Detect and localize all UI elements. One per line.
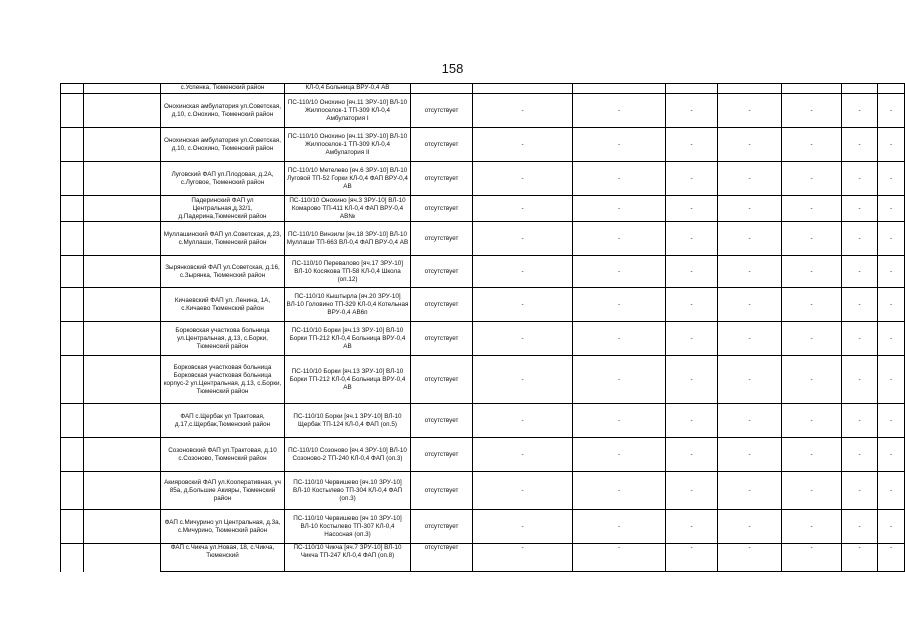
value-cell: -	[666, 256, 718, 288]
value-cell: -	[842, 510, 878, 544]
value-cell: -	[666, 544, 718, 572]
blank-cell	[84, 128, 161, 162]
supply-cell: ПС-110/10 Онохино [яч.11 ЗРУ-10] ВЛ-10 Жилпоселок-1 ТП-309 КЛ-0,4 Амбулатория I	[285, 94, 411, 128]
status-cell: отсутствует	[411, 356, 473, 404]
blank-cell	[84, 472, 161, 510]
value-cell	[666, 84, 718, 94]
value-cell: -	[718, 356, 782, 404]
value-cell: -	[782, 256, 842, 288]
status-cell: отсутствует	[411, 222, 473, 256]
value-cell: -	[666, 222, 718, 256]
status-cell: отсутствует	[411, 196, 473, 222]
value-cell	[718, 84, 782, 94]
value-cell: -	[666, 472, 718, 510]
value-cell: -	[878, 544, 905, 572]
value-cell	[782, 84, 842, 94]
value-cell: -	[782, 510, 842, 544]
value-cell: -	[878, 288, 905, 322]
value-cell: -	[666, 356, 718, 404]
value-cell: -	[573, 288, 666, 322]
row-number-cell	[61, 84, 84, 94]
value-cell: -	[718, 472, 782, 510]
blank-cell	[84, 438, 161, 472]
blank-cell	[84, 544, 161, 572]
status-cell: отсутствует	[411, 472, 473, 510]
status-cell: отсутствует	[411, 404, 473, 438]
value-cell: -	[473, 472, 573, 510]
value-cell: -	[782, 162, 842, 196]
value-cell: -	[878, 404, 905, 438]
value-cell: -	[473, 322, 573, 356]
value-cell: -	[473, 94, 573, 128]
row-number-cell	[61, 472, 84, 510]
site-cell: Созоновский ФАП ул.Трактовая, д.10 с.Созоново, Тюменский район	[161, 438, 285, 472]
supply-cell: ПС-110/10 Борки [яч.13 ЗРУ-10] ВЛ-10 Борки ТП-212 КЛ-0,4 Больница ВРУ-0,4 АВ	[285, 322, 411, 356]
supply-cell: ПС-110/10 Червишево [яч.10 ЗРУ-10] ВЛ-10 Костылево ТП-304 КЛ-0,4 ФАП (оп.3)	[285, 472, 411, 510]
row-number-cell	[61, 544, 84, 572]
supply-cell: ПС-110/10 Созоново [яч.4 ЗРУ-10] ВЛ-10 Созоново-2 ТП-240 КЛ-0,4 ФАП (оп.3)	[285, 438, 411, 472]
value-cell: -	[666, 94, 718, 128]
row-number-cell	[61, 510, 84, 544]
value-cell: -	[842, 544, 878, 572]
value-cell	[473, 84, 573, 94]
status-cell: отсутствует	[411, 544, 473, 572]
value-cell: -	[473, 288, 573, 322]
value-cell: -	[573, 162, 666, 196]
status-cell: отсутствует	[411, 162, 473, 196]
supply-cell: ПС-110/10 Онохино [яч.11 ЗРУ-10] ВЛ-10 Жилпоселок-1 ТП-309 КЛ-0,4 Амбулатория II	[285, 128, 411, 162]
supply-cell: ПС-110/10 Онохино [яч.3 ЗРУ-10] ВЛ-10 Комарово ТП-411 КЛ-0,4 ФАП ВРУ-0,4 АВ№	[285, 196, 411, 222]
value-cell: -	[473, 356, 573, 404]
value-cell: -	[473, 544, 573, 572]
value-cell	[842, 84, 878, 94]
site-cell: Луговский ФАП ул.Плодовая, д.2А, с.Луговое, Тюменский район	[161, 162, 285, 196]
table-row	[61, 288, 905, 322]
value-cell: -	[666, 322, 718, 356]
row-number-cell	[61, 404, 84, 438]
site-cell: Падеринский ФАП ул Центральная,д.32/1, д.Падерина,Тюменский район	[161, 196, 285, 222]
supply-cell: КЛ-0,4 Больница ВРУ-0,4 АВ	[285, 84, 411, 94]
table-row	[61, 438, 905, 472]
value-cell: -	[473, 196, 573, 222]
site-cell: Муллашинский ФАП ул.Советская, д.23, с.Муллаши, Тюменский район	[161, 222, 285, 256]
table-row	[61, 128, 905, 162]
supply-cell: ПС-110/10 Борки [яч.1 ЗРУ-10] ВЛ-10 Щербак ТП-124 КЛ-0,4 ФАП (оп.5)	[285, 404, 411, 438]
value-cell: -	[782, 472, 842, 510]
value-cell: -	[878, 356, 905, 404]
value-cell: -	[718, 322, 782, 356]
supply-cell: ПС-110/10 Кыштырла [яч.20 ЗРУ-10] ВЛ-10 Головино ТП-329 КЛ-0,4 Котельная ВРУ-0,4 АВ6п	[285, 288, 411, 322]
blank-cell	[84, 84, 161, 94]
value-cell: -	[878, 322, 905, 356]
row-number-cell	[61, 128, 84, 162]
value-cell: -	[718, 288, 782, 322]
value-cell: -	[842, 322, 878, 356]
table-row	[61, 84, 905, 94]
row-number-cell	[61, 288, 84, 322]
value-cell: -	[782, 288, 842, 322]
value-cell: -	[782, 404, 842, 438]
value-cell: -	[666, 128, 718, 162]
value-cell: -	[666, 196, 718, 222]
value-cell: -	[878, 222, 905, 256]
value-cell: -	[842, 256, 878, 288]
value-cell: -	[878, 472, 905, 510]
value-cell: -	[842, 356, 878, 404]
value-cell: -	[473, 256, 573, 288]
site-cell: ФАП с.Чикча ул.Новая, 18, с.Чикча, Тюменский	[161, 544, 285, 572]
status-cell: отсутствует	[411, 438, 473, 472]
status-cell	[411, 84, 473, 94]
site-cell: ФАП с.Щербак ул Трактовая, д.17,с.Щербак,Тюменский район	[161, 404, 285, 438]
value-cell: -	[842, 438, 878, 472]
value-cell: -	[842, 162, 878, 196]
value-cell: -	[718, 128, 782, 162]
site-cell: Борковская участкова больница ул.Центральная, д.13, с.Борки, Тюменский район	[161, 322, 285, 356]
status-cell: отсутствует	[411, 322, 473, 356]
supply-cell: ПС-110/10 Метелево [яч.6 ЗРУ-10] ВЛ-10 Луговой ТП-52 Горки КЛ-0,4 ФАП ВРУ-0,4 АВ	[285, 162, 411, 196]
value-cell: -	[718, 404, 782, 438]
status-cell: отсутствует	[411, 94, 473, 128]
value-cell: -	[666, 404, 718, 438]
site-cell: Онохинская амбулатория ул.Советская, д.10, с.Онохино, Тюменский район	[161, 128, 285, 162]
row-number-cell	[61, 94, 84, 128]
row-number-cell	[61, 438, 84, 472]
site-cell: Онохинская амбулатория ул.Советская, д.10, с.Онохино, Тюменский район	[161, 94, 285, 128]
value-cell: -	[878, 256, 905, 288]
site-cell: Акияровский ФАП ул.Кооперативная, уч 85а, д.Большие Акияры, Тюменский район	[161, 472, 285, 510]
value-cell: -	[473, 404, 573, 438]
table-row	[61, 472, 905, 510]
value-cell: -	[718, 222, 782, 256]
value-cell: -	[782, 544, 842, 572]
site-cell: Кичаевский ФАП ул. Ленина, 1А, с.Кичаево Тюменский район	[161, 288, 285, 322]
value-cell: -	[666, 288, 718, 322]
table-row	[61, 196, 905, 222]
supply-cell: ПС-110/10 Борки [яч.13 ЗРУ-10] ВЛ-10 Борки ТП-212 КЛ-0,4 Больница ВРУ-0,4 АВ	[285, 356, 411, 404]
value-cell: -	[878, 128, 905, 162]
blank-cell	[84, 510, 161, 544]
value-cell: -	[666, 510, 718, 544]
value-cell: -	[842, 472, 878, 510]
value-cell: -	[782, 222, 842, 256]
value-cell: -	[573, 196, 666, 222]
blank-cell	[84, 356, 161, 404]
blank-cell	[84, 94, 161, 128]
value-cell: -	[573, 322, 666, 356]
supply-cell: ПС-110/10 Чикча [яч.7 ЗРУ-10] ВЛ-10 Чикча ТП-247 КЛ-0,4 ФАП (оп.8)	[285, 544, 411, 572]
value-cell: -	[878, 510, 905, 544]
value-cell: -	[782, 356, 842, 404]
value-cell: -	[878, 162, 905, 196]
value-cell: -	[473, 222, 573, 256]
status-cell: отсутствует	[411, 128, 473, 162]
value-cell: -	[878, 94, 905, 128]
row-number-cell	[61, 222, 84, 256]
value-cell: -	[573, 256, 666, 288]
value-cell: -	[718, 438, 782, 472]
value-cell: -	[718, 256, 782, 288]
value-cell: -	[718, 510, 782, 544]
row-number-cell	[61, 196, 84, 222]
blank-cell	[84, 162, 161, 196]
value-cell: -	[782, 438, 842, 472]
value-cell: -	[666, 162, 718, 196]
site-cell: Зырянковский ФАП ул.Советская, д.16, с.Зырянка, Тюменский район	[161, 256, 285, 288]
value-cell: -	[573, 222, 666, 256]
value-cell: -	[573, 510, 666, 544]
table-row	[61, 322, 905, 356]
blank-cell	[84, 404, 161, 438]
value-cell: -	[473, 128, 573, 162]
row-number-cell	[61, 356, 84, 404]
row-number-cell	[61, 256, 84, 288]
blank-cell	[84, 288, 161, 322]
supply-cell: ПС-110/10 Перевалово [яч.17 ЗРУ-10] ВЛ-10 Косякова ТП-58 КЛ-0,4 Школа (оп.12)	[285, 256, 411, 288]
status-cell: отсутствует	[411, 510, 473, 544]
value-cell	[878, 84, 905, 94]
value-cell: -	[573, 404, 666, 438]
value-cell: -	[718, 94, 782, 128]
table-row	[61, 256, 905, 288]
blank-cell	[84, 322, 161, 356]
value-cell: -	[473, 438, 573, 472]
value-cell: -	[842, 288, 878, 322]
site-cell: Борковская участковая больница Борковская участковая больница корпус-2 ул.Центральная, д.13, с.Борки, Тюменский район	[161, 356, 285, 404]
value-cell: -	[782, 128, 842, 162]
value-cell: -	[666, 438, 718, 472]
value-cell: -	[573, 94, 666, 128]
table-row	[61, 404, 905, 438]
status-cell: отсутствует	[411, 256, 473, 288]
value-cell: -	[573, 438, 666, 472]
value-cell: -	[573, 544, 666, 572]
supply-cell: ПС-110/10 Червишево [яч 10 ЗРУ-10] ВЛ-10 Костылево ТП-307 КЛ-0,4 Насосная (оп.3)	[285, 510, 411, 544]
value-cell: -	[718, 162, 782, 196]
value-cell: -	[878, 438, 905, 472]
value-cell: -	[573, 356, 666, 404]
value-cell: -	[842, 404, 878, 438]
value-cell	[573, 84, 666, 94]
supply-cell: ПС-110/10 Винзили [яч.18 ЗРУ-10] ВЛ-10 Муллаши ТП-663 ВЛ-0,4 ФАП ВРУ-0,4 АВ	[285, 222, 411, 256]
data-table	[60, 83, 905, 572]
table-body	[61, 84, 905, 572]
value-cell: -	[842, 196, 878, 222]
page-number: 158	[441, 61, 464, 76]
value-cell: -	[842, 222, 878, 256]
table-row	[61, 94, 905, 128]
table-row	[61, 544, 905, 572]
site-cell: ФАП с.Мичурино ул Центральная, д.3а, с.Мичурино, Тюменский район	[161, 510, 285, 544]
value-cell: -	[842, 128, 878, 162]
blank-cell	[84, 256, 161, 288]
value-cell: -	[718, 544, 782, 572]
value-cell: -	[718, 196, 782, 222]
table-row	[61, 162, 905, 196]
site-cell: с.Успенка, Тюменский район	[161, 84, 285, 94]
value-cell: -	[782, 94, 842, 128]
table-row	[61, 222, 905, 256]
value-cell: -	[782, 196, 842, 222]
value-cell: -	[782, 322, 842, 356]
table-row	[61, 356, 905, 404]
blank-cell	[84, 196, 161, 222]
blank-cell	[84, 222, 161, 256]
row-number-cell	[61, 322, 84, 356]
value-cell: -	[473, 510, 573, 544]
value-cell: -	[573, 128, 666, 162]
value-cell: -	[573, 472, 666, 510]
status-cell: отсутствует	[411, 288, 473, 322]
row-number-cell	[61, 162, 84, 196]
value-cell: -	[473, 162, 573, 196]
value-cell: -	[842, 94, 878, 128]
value-cell: -	[878, 196, 905, 222]
table-row	[61, 510, 905, 544]
